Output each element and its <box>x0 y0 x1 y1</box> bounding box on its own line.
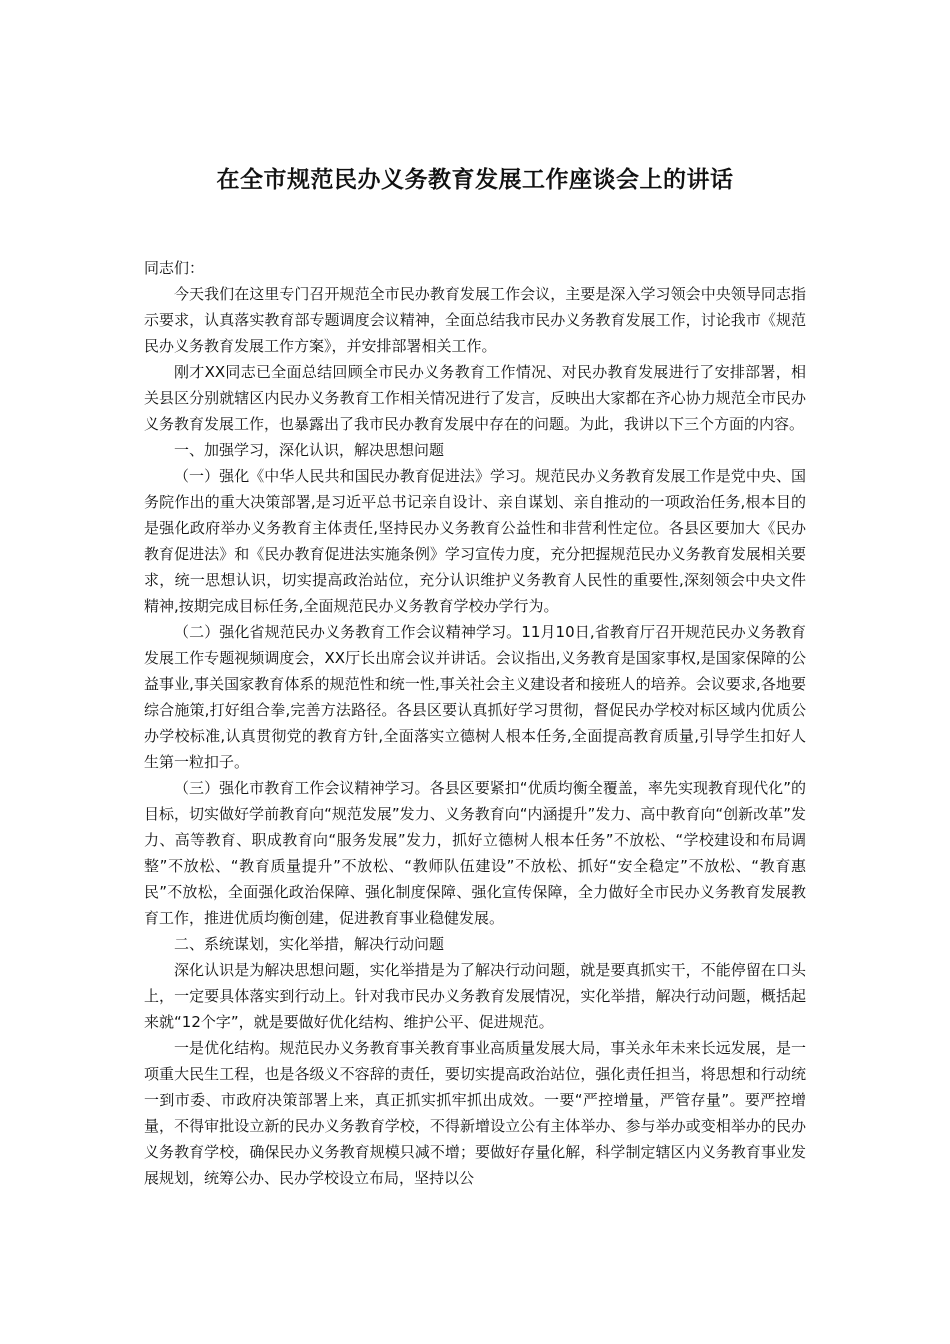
section-heading-1: 一、加强学习，深化认识，解决思想问题 <box>174 441 445 459</box>
paragraph-summary: 刚才XX同志已全面总结回顾全市民办义务教育工作情况、对民办教育发展进行了安排部署，相关县区分别就辖区内民办义务教育工作相关情况进行了发言，反映出大家都在齐心协力规范全市民办义务教育发展工作，也暴露出了我市民办教育发展中存在的问题。为此，我讲以下三个方面的内容。 <box>144 363 806 433</box>
paragraph-opening: 今天我们在这里专门召开规范全市民办教育发展工作会议，主要是深入学习领会中央领导同志指示要求，认真落实教育部专题调度会议精神，全面总结我市民办义务教育发展工作，讨论我市《规范民办义务教育发展工作方案》，并安排部署相关工作。 <box>144 285 806 355</box>
paragraph-2-intro: 深化认识是为解决思想问题，实化举措是为了解决行动问题，就是要真抓实干，不能停留在口头上，一定要具体落实到行动上。针对我市民办义务教育发展情况，实化举措，解决行动问题，概括起来就“12个字”，就是要做好优化结构、维护公平、促进规范。 <box>144 961 806 1031</box>
paragraph-1-1: （一）强化《中华人民共和国民办教育促进法》学习。规范民办义务教育发展工作是党中央、国务院作出的重大决策部署,是习近平总书记亲自设计、亲自谋划、亲自推动的一项政治任务,根本目的是强化政府举办义务教育主体责任,坚持民办义务教育公益性和非营利性定位。各县区要加大《民办教育促进法》和《民办教育促进法实施条例》学习宣传力度，充分把握规范民办义务教育发展相关要求，统一思想认识，切实提高政治站位，充分认识维护义务教育人民性的重要性,深刻领会中央文件精神,按期完成目标任务,全面规范民办义务教育学校办学行为。 <box>144 467 806 615</box>
document-body <box>144 255 806 1191</box>
paragraph-2-1: 一是优化结构。规范民办义务教育事关教育事业高质量发展大局，事关永年未来长远发展，是一项重大民生工程，也是各级义不容辞的责任，要切实提高政治站位，强化责任担当，将思想和行动统一到市委、市政府决策部署上来，真正抓实抓牢抓出成效。一要“严控增量，严管存量”。要严控增量，不得审批设立新的民办义务教育学校，不得新增设立公有主体举办、参与举办或变相举办的民办义务教育学校，确保民办义务教育规模只减不增；要做好存量化解，科学制定辖区内义务教育事业发展规划，统筹公办、民办学校设立布局，坚持以公 <box>144 1039 806 1187</box>
paragraph-1-2: （二）强化省规范民办义务教育工作会议精神学习。11月10日,省教育厅召开规范民办义务教育发展工作专题视频调度会，XX厅长出席会议并讲话。会议指出,义务教育是国家事权,是国家保障的公益事业,事关国家教育体系的规范性和统一性,事关社会主义建设者和接班人的培养。会议要求,各地要综合施策,打好组合拳,完善方法路径。各县区要认真抓好学习贯彻，督促民办学校对标区域内优质公办学校标准,认真贯彻党的教育方针,全面落实立德树人根本任务,全面提高教育质量,引导学生扣好人生第一粒扣子。 <box>144 623 806 771</box>
section-heading-2: 二、系统谋划，实化举措，解决行动问题 <box>174 935 445 953</box>
paragraph-1-3: （三）强化市教育工作会议精神学习。各县区要紧扣“优质均衡全覆盖，率先实现教育现代化”的目标，切实做好学前教育向“规范发展”发力、义务教育向“内涵提升”发力、高中教育向“创新改革”发力、高等教育、职成教育向“服务发展”发力，抓好立德树人根本任务”不放松、“学校建设和布局调整”不放松、“教育质量提升”不放松、“教师队伍建设”不放松、抓好“安全稳定”不放松、“教育惠民”不放松，全面强化政治保障、强化制度保障、强化宣传保障，全力做好全市民办义务教育发展教育工作，推进优质均衡创建，促进教育事业稳健发展。 <box>144 779 806 927</box>
document-page <box>144 0 806 1344</box>
salutation: 同志们： <box>144 259 205 277</box>
document-title: 在全市规范民办义务教育发展工作座谈会上的讲话 <box>216 167 734 193</box>
